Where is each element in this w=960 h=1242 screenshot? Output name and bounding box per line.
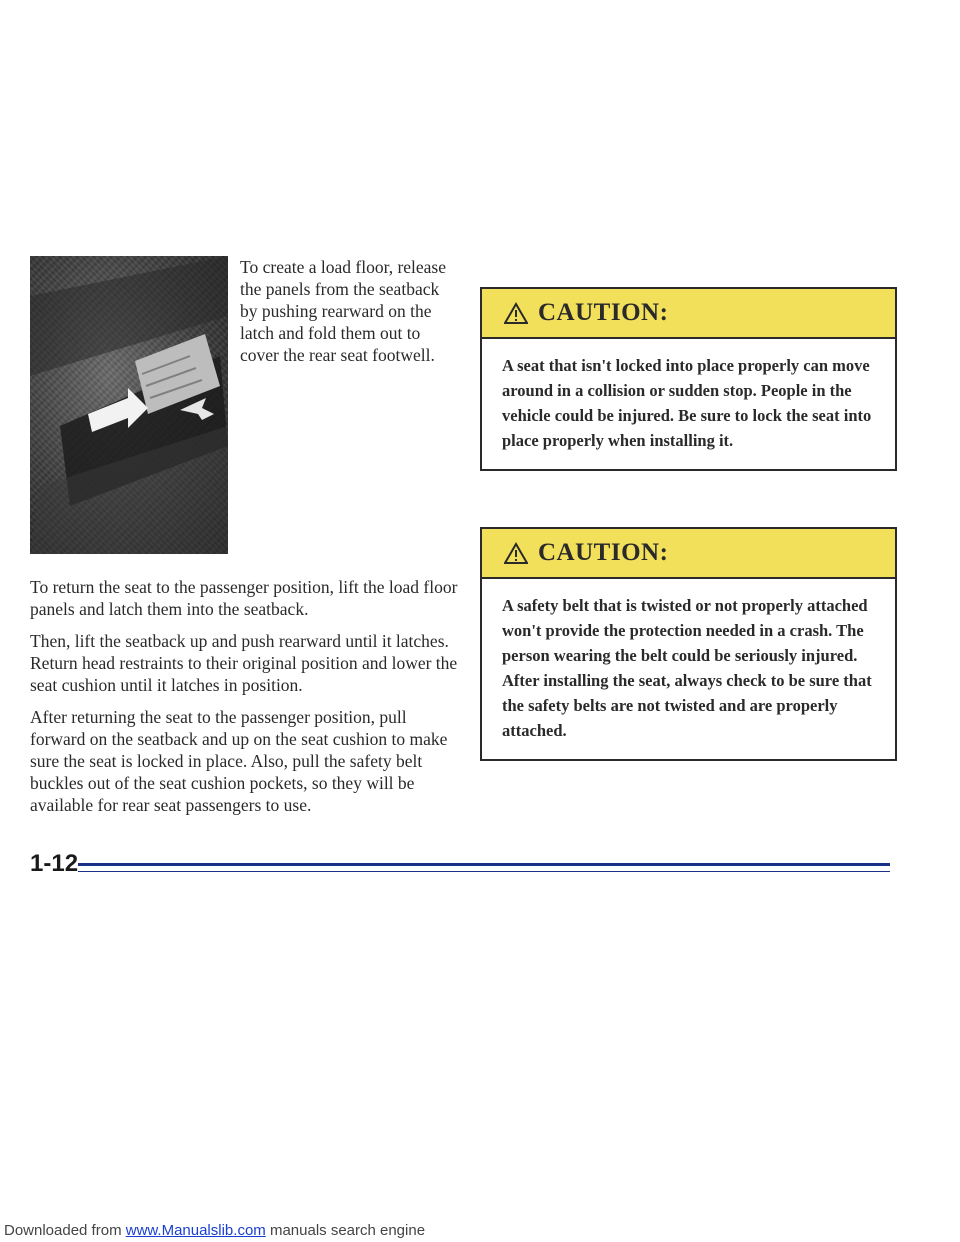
source-line <box>4 1222 425 1239</box>
caution-header <box>482 289 895 339</box>
manualslib-link[interactable]: www.Manualslib.com <box>125 1222 266 1239</box>
caution-header <box>482 529 895 579</box>
caution-title: CAUTION: <box>538 539 669 566</box>
caution-title: CAUTION: <box>538 299 669 326</box>
instructions-body <box>30 576 460 826</box>
warning-triangle-icon <box>504 542 528 564</box>
page-number: 1-12 <box>30 850 79 877</box>
caution-box-safety-belt <box>480 527 897 761</box>
caution-text: A seat that isn't locked into place properly can move around in a collision or sudden stop. People in the vehicle could be injured. Be sure to lock the seat into place properly when installing it. <box>502 356 872 450</box>
caution-text: A safety belt that is twisted or not properly attached won't provide the protection needed in a crash. The person wearing the belt could be seriously injured. After installing the seat, always check to be sure that the safety belts are not twisted and are properly attached. <box>502 596 872 740</box>
source-prefix: Downloaded from <box>4 1222 126 1239</box>
caution-box-seat-lock <box>480 287 897 471</box>
warning-triangle-icon <box>504 302 528 324</box>
latch-illustration <box>30 256 228 554</box>
footer-rule-thin <box>78 871 890 872</box>
footer-rule-thick <box>78 863 890 866</box>
seat-latch-photo <box>30 256 228 554</box>
intro-text: To create a load floor, release the panels from the seatback by pushing rearward on the latch and fold them out to cover the rear seat footwell. <box>240 257 447 365</box>
paragraph-lift-seatback: Then, lift the seatback up and push rearward until it latches. Return head restraints to their original position and lower the seat cushion until it latches in position. <box>30 631 458 695</box>
paragraph-check-locked: After returning the seat to the passenger position, pull forward on the seatback and up on the seat cushion to make sure the seat is locked in place. Also, pull the safety belt buckles out of the seat cushion pockets, so they will be available for rear seat passengers to use. <box>30 707 448 815</box>
paragraph-return-seat: To return the seat to the passenger position, lift the load floor panels and latch them into the seatback. <box>30 577 458 619</box>
source-suffix: manuals search engine <box>265 1222 426 1239</box>
